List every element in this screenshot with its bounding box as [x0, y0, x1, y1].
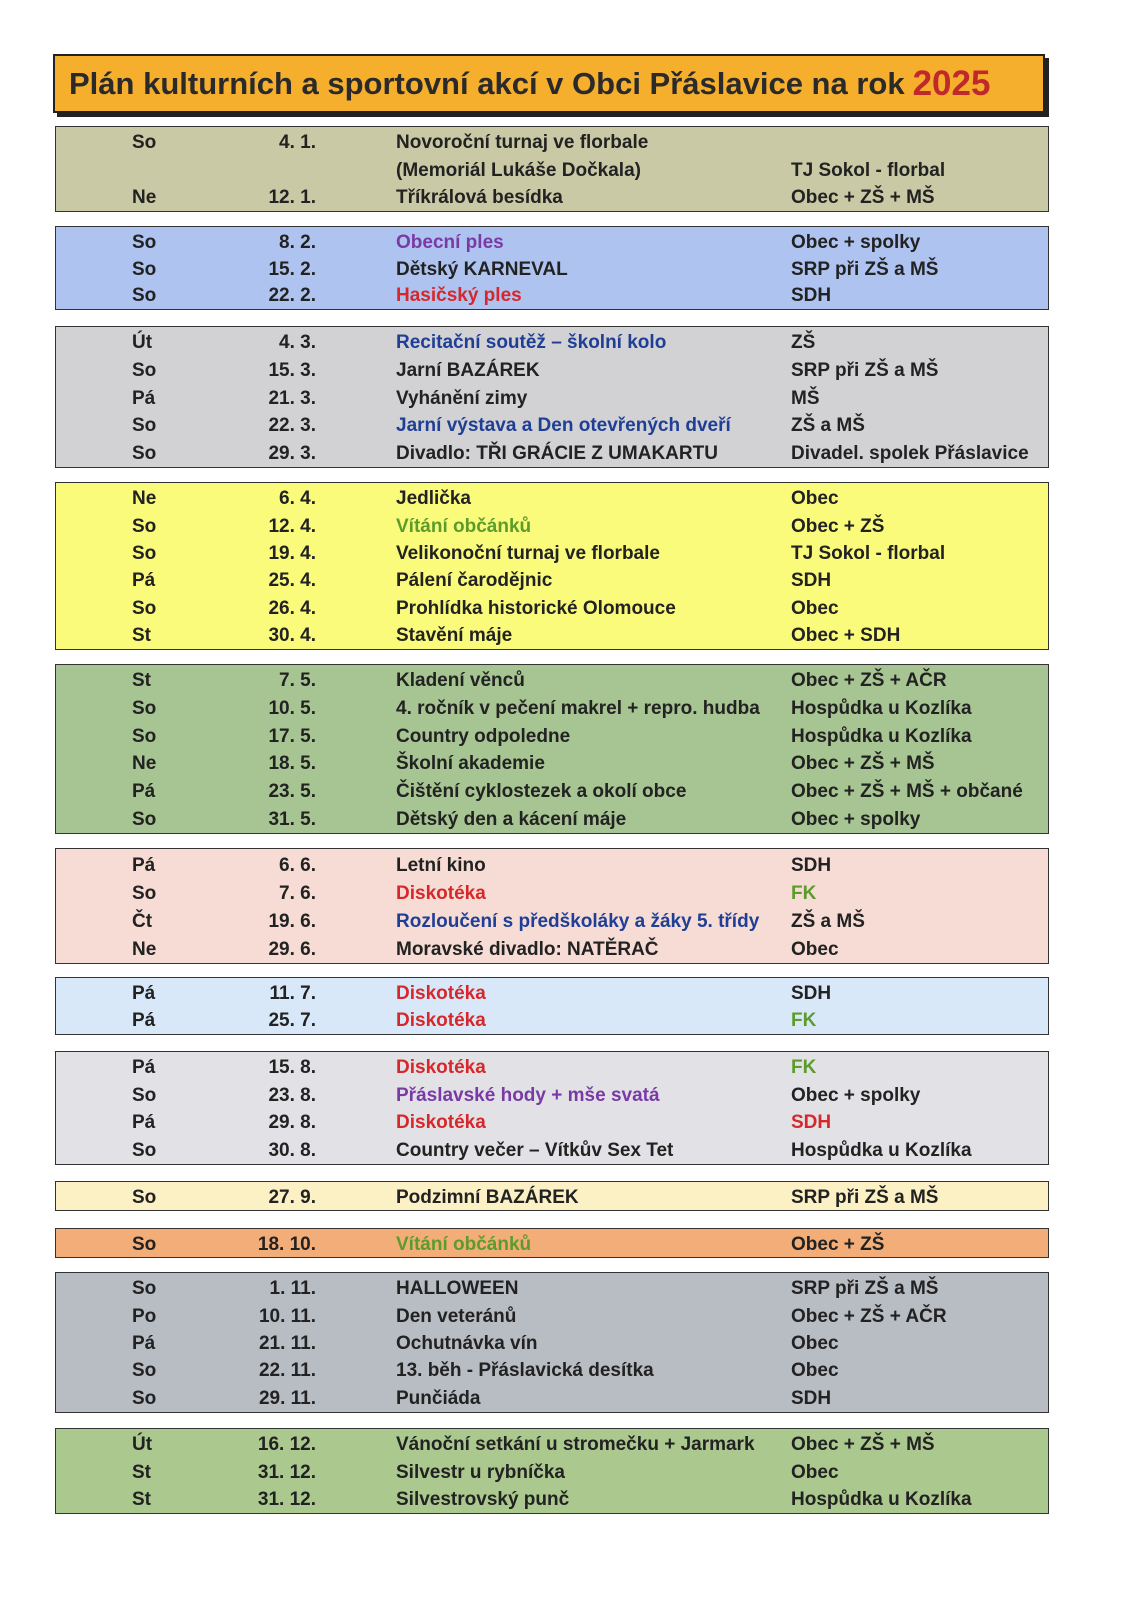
- event-cell: Pálení čarodějnic: [396, 570, 553, 592]
- date-cell: 31. 5.: [268, 808, 316, 830]
- event-cell: Diskotéka: [396, 1010, 486, 1031]
- date-cell: 17. 5.: [268, 725, 316, 747]
- organizer-cell: ZŠ a MŠ: [791, 910, 865, 932]
- month-block: [55, 226, 1049, 310]
- event-row: [56, 778, 1048, 805]
- event-row: [56, 157, 1048, 184]
- organizer-cell: Obec + spolky: [791, 231, 921, 253]
- day-cell: So: [132, 285, 157, 307]
- organizer-cell: Obec + ZŠ + AČR: [791, 670, 947, 692]
- day-cell: So: [132, 231, 157, 253]
- month-block: [55, 326, 1049, 468]
- event-row: [56, 852, 1048, 879]
- date-cell: 22. 2.: [268, 285, 316, 307]
- date-cell: 10. 5.: [268, 698, 316, 719]
- organizer-cell: SRP při ZŠ a MŠ: [791, 1186, 939, 1208]
- event-cell: Čištění cyklostezek a okolí obce: [396, 781, 687, 802]
- day-cell: So: [132, 725, 157, 747]
- organizer-cell: Obec: [791, 1333, 839, 1354]
- event-cell: Jarní výstava a Den otevřených dveří: [396, 415, 731, 437]
- date-cell: 23. 8.: [268, 1084, 316, 1106]
- day-cell: So: [132, 415, 157, 437]
- event-row: [56, 229, 1048, 256]
- day-cell: So: [132, 258, 157, 280]
- event-cell: Country večer – Vítkův Sex Tet: [396, 1139, 674, 1161]
- event-row: [56, 1303, 1048, 1330]
- month-block: [55, 1051, 1049, 1165]
- date-cell: 23. 5.: [268, 781, 316, 802]
- organizer-cell: Obec + SDH: [791, 624, 901, 646]
- event-cell: 4. ročník v pečení makrel + repro. hudba: [396, 698, 760, 719]
- day-cell: So: [132, 132, 157, 154]
- organizer-cell: TJ Sokol - florbal: [791, 542, 946, 564]
- day-cell: Čt: [132, 910, 153, 932]
- organizer-cell: Obec: [791, 1360, 839, 1382]
- date-cell: 27. 9.: [268, 1186, 316, 1208]
- event-row: [56, 695, 1048, 722]
- organizer-cell: ZŠ: [791, 332, 816, 354]
- organizer-cell: SDH: [791, 1112, 832, 1134]
- event-row: [56, 513, 1048, 540]
- organizer-cell: Hospůdka u Kozlíka: [791, 1488, 972, 1510]
- event-cell: Punčiáda: [396, 1387, 481, 1409]
- date-cell: 8. 2.: [279, 231, 316, 253]
- event-cell: Divadlo: TŘI GRÁCIE Z UMAKARTU: [396, 442, 718, 464]
- event-cell: Rozloučení s předškoláky a žáky 5. třídy: [396, 910, 760, 932]
- date-cell: 19. 4.: [268, 542, 316, 564]
- event-cell: Diskotéka: [396, 1112, 486, 1134]
- date-cell: 19. 6.: [268, 910, 316, 932]
- event-cell: Silvestr u rybníčka: [396, 1461, 565, 1483]
- event-row: [56, 595, 1048, 622]
- organizer-cell: SDH: [791, 285, 832, 307]
- day-cell: Ne: [132, 753, 157, 775]
- organizer-cell: MŠ: [791, 387, 820, 409]
- month-block: [55, 1228, 1049, 1258]
- day-cell: So: [132, 1084, 157, 1106]
- date-cell: 18. 5.: [268, 753, 316, 775]
- event-row: [56, 667, 1048, 694]
- event-cell: Recitační soutěž – školní kolo: [396, 332, 667, 354]
- day-cell: St: [132, 670, 151, 692]
- day-cell: Pá: [132, 983, 156, 1004]
- date-cell: 11. 7.: [269, 983, 316, 1004]
- organizer-cell: SRP při ZŠ a MŠ: [791, 258, 939, 280]
- day-cell: So: [132, 1278, 157, 1300]
- event-cell: Moravské divadlo: NATĚRAČ: [396, 938, 659, 960]
- event-cell: Silvestrovský punč: [396, 1488, 570, 1510]
- date-cell: 30. 4.: [268, 624, 316, 646]
- event-row: [56, 282, 1048, 309]
- event-cell: Vítání občánků: [396, 1233, 532, 1255]
- month-block: [55, 664, 1049, 834]
- event-row: [56, 357, 1048, 384]
- day-cell: Pá: [132, 854, 156, 876]
- event-cell: Vyhánění zimy: [396, 387, 528, 409]
- event-row: [56, 1275, 1048, 1302]
- date-cell: 25. 4.: [268, 570, 316, 592]
- event-cell: Stavění máje: [396, 624, 513, 646]
- organizer-cell: Obec: [791, 488, 839, 510]
- event-row: [56, 880, 1048, 907]
- day-cell: St: [132, 624, 151, 646]
- event-cell: Diskotéka: [396, 1057, 486, 1079]
- organizer-cell: Obec + ZŠ + MŠ: [791, 1434, 935, 1456]
- organizer-cell: Obec: [791, 1461, 839, 1483]
- event-cell: Den veteránů: [396, 1305, 517, 1327]
- day-cell: Pá: [132, 1112, 156, 1134]
- event-cell: Velikonoční turnaj ve florbale: [396, 542, 660, 564]
- date-cell: 15. 2.: [268, 258, 316, 280]
- event-cell: Školní akademie: [396, 753, 545, 775]
- day-cell: Pá: [132, 387, 156, 409]
- date-cell: 7. 5.: [279, 670, 316, 692]
- month-block: [55, 1428, 1049, 1514]
- event-row: [56, 1486, 1048, 1513]
- event-row: [56, 485, 1048, 512]
- event-cell: Letní kino: [396, 854, 486, 876]
- organizer-cell: SDH: [791, 983, 832, 1004]
- date-cell: 30. 8.: [268, 1139, 316, 1161]
- date-cell: 12. 1.: [268, 186, 316, 208]
- date-cell: 31. 12.: [257, 1488, 316, 1510]
- event-row: [56, 1007, 1048, 1034]
- event-cell: Vítání občánků: [396, 515, 532, 537]
- day-cell: Pá: [132, 570, 156, 592]
- event-row: [56, 750, 1048, 777]
- event-row: [56, 1357, 1048, 1384]
- organizer-cell: Hospůdka u Kozlíka: [791, 725, 972, 747]
- date-cell: 16. 12.: [257, 1434, 316, 1456]
- day-cell: So: [132, 597, 157, 619]
- event-row: [56, 440, 1048, 467]
- date-cell: 29. 11.: [258, 1387, 316, 1409]
- page-title: [53, 54, 1045, 113]
- organizer-cell: Obec + spolky: [791, 808, 921, 830]
- organizer-cell: FK: [791, 1010, 817, 1031]
- day-cell: So: [132, 698, 157, 719]
- day-cell: Pá: [132, 1333, 156, 1354]
- event-row: [56, 936, 1048, 963]
- date-cell: 26. 4.: [268, 597, 316, 619]
- date-cell: 18. 10.: [257, 1233, 316, 1255]
- date-cell: 1. 11.: [269, 1278, 316, 1300]
- organizer-cell: Obec + ZŠ + AČR: [791, 1305, 947, 1327]
- date-cell: 21. 11.: [258, 1333, 316, 1354]
- month-block: [55, 848, 1049, 964]
- organizer-cell: SDH: [791, 854, 832, 876]
- event-row: [56, 1109, 1048, 1136]
- day-cell: So: [132, 1360, 157, 1382]
- event-row: [56, 1330, 1048, 1357]
- event-cell: Tříkrálová besídka: [396, 186, 563, 208]
- date-cell: 29. 8.: [268, 1112, 316, 1134]
- event-row: [56, 1082, 1048, 1109]
- day-cell: So: [132, 808, 157, 830]
- event-cell: Obecní ples: [396, 231, 504, 253]
- organizer-cell: Obec + ZŠ + MŠ: [791, 186, 935, 208]
- organizer-cell: SDH: [791, 1387, 832, 1409]
- event-row: [56, 980, 1048, 1007]
- day-cell: So: [132, 442, 157, 464]
- event-row: [56, 1184, 1048, 1211]
- day-cell: So: [132, 882, 157, 904]
- day-cell: So: [132, 1186, 157, 1208]
- date-cell: 10. 11.: [258, 1305, 316, 1327]
- organizer-cell: SRP při ZŠ a MŠ: [791, 1278, 939, 1300]
- day-cell: Ne: [132, 488, 157, 510]
- title-year: 2025: [912, 63, 991, 103]
- organizer-cell: Obec + spolky: [791, 1084, 921, 1106]
- event-row: [56, 723, 1048, 750]
- event-row: [56, 385, 1048, 412]
- organizer-cell: SDH: [791, 570, 832, 592]
- organizer-cell: Hospůdka u Kozlíka: [791, 698, 972, 719]
- day-cell: So: [132, 1139, 157, 1161]
- day-cell: St: [132, 1488, 151, 1510]
- month-block: [55, 126, 1049, 212]
- event-cell: Country odpoledne: [396, 725, 571, 747]
- organizer-cell: ZŠ a MŠ: [791, 415, 865, 437]
- day-cell: Po: [132, 1305, 157, 1327]
- event-cell: Ochutnávka vín: [396, 1333, 538, 1354]
- event-row: [56, 1137, 1048, 1164]
- event-cell: 13. běh - Přáslavická desítka: [396, 1360, 654, 1382]
- date-cell: 4. 3.: [279, 332, 316, 354]
- month-block: [55, 482, 1049, 650]
- date-cell: 12. 4.: [268, 515, 316, 537]
- event-cell: Přáslavské hody + mše svatá: [396, 1084, 660, 1106]
- event-cell: Prohlídka historické Olomouce: [396, 597, 676, 619]
- event-row: [56, 129, 1048, 156]
- day-cell: So: [132, 542, 157, 564]
- event-cell: Kladení věnců: [396, 670, 525, 692]
- event-cell: Dětský KARNEVAL: [396, 258, 568, 280]
- date-cell: 22. 3.: [268, 415, 316, 437]
- event-row: [56, 1231, 1048, 1258]
- date-cell: 21. 3.: [268, 387, 316, 409]
- date-cell: 29. 6.: [268, 938, 316, 960]
- organizer-cell: FK: [791, 882, 817, 904]
- event-row: [56, 184, 1048, 211]
- organizer-cell: Obec + ZŠ: [791, 1233, 885, 1255]
- date-cell: 25. 7.: [268, 1010, 316, 1031]
- event-row: [56, 412, 1048, 439]
- date-cell: 22. 11.: [258, 1360, 316, 1382]
- event-row: [56, 1431, 1048, 1458]
- event-row: [56, 567, 1048, 594]
- event-cell: (Memoriál Lukáše Dočkala): [396, 159, 641, 181]
- event-cell: Hasičský ples: [396, 285, 522, 307]
- day-cell: Pá: [132, 1010, 156, 1031]
- event-row: [56, 329, 1048, 356]
- event-cell: Jarní BAZÁREK: [396, 359, 540, 381]
- title-text: Plán kulturních a sportovní akcí v Obci Přáslavice na rok: [69, 65, 905, 101]
- event-row: [56, 256, 1048, 283]
- day-cell: So: [132, 1233, 157, 1255]
- organizer-cell: TJ Sokol - florbal: [791, 159, 946, 181]
- organizer-cell: Obec + ZŠ + MŠ + občané: [791, 781, 1023, 802]
- day-cell: Út: [132, 332, 153, 354]
- event-row: [56, 908, 1048, 935]
- event-row: [56, 1054, 1048, 1081]
- event-row: [56, 622, 1048, 649]
- date-cell: 15. 3.: [268, 359, 316, 381]
- event-row: [56, 1459, 1048, 1486]
- organizer-cell: Divadel. spolek Přáslavice: [791, 442, 1029, 464]
- day-cell: So: [132, 515, 157, 537]
- day-cell: Ne: [132, 186, 157, 208]
- event-cell: Jedlička: [396, 488, 471, 510]
- organizer-cell: Hospůdka u Kozlíka: [791, 1139, 972, 1161]
- organizer-cell: FK: [791, 1057, 817, 1079]
- day-cell: Pá: [132, 1057, 156, 1079]
- date-cell: 7. 6.: [279, 882, 316, 904]
- event-cell: Vánoční setkání u stromečku + Jarmark: [396, 1434, 755, 1456]
- date-cell: 6. 6.: [279, 854, 316, 876]
- event-cell: Diskotéka: [396, 983, 486, 1004]
- date-cell: 31. 12.: [257, 1461, 316, 1483]
- organizer-cell: Obec: [791, 938, 839, 960]
- day-cell: Ne: [132, 938, 157, 960]
- day-cell: Pá: [132, 781, 156, 802]
- organizer-cell: Obec: [791, 597, 839, 619]
- event-cell: Podzimní BAZÁREK: [396, 1186, 579, 1208]
- event-cell: Novoroční turnaj ve florbale: [396, 132, 649, 154]
- date-cell: 4. 1.: [279, 132, 316, 154]
- event-cell: HALLOWEEN: [396, 1278, 519, 1300]
- date-cell: 29. 3.: [268, 442, 316, 464]
- month-block: [55, 1181, 1049, 1211]
- event-cell: Dětský den a kácení máje: [396, 808, 627, 830]
- organizer-cell: Obec + ZŠ + MŠ: [791, 753, 935, 775]
- event-cell: Diskotéka: [396, 882, 486, 904]
- event-row: [56, 1385, 1048, 1412]
- month-block: [55, 1272, 1049, 1413]
- day-cell: So: [132, 1387, 157, 1409]
- event-row: [56, 806, 1048, 833]
- organizer-cell: Obec + ZŠ: [791, 515, 885, 537]
- date-cell: 15. 8.: [268, 1057, 316, 1079]
- day-cell: Út: [132, 1434, 153, 1456]
- event-row: [56, 540, 1048, 567]
- date-cell: 6. 4.: [279, 488, 316, 510]
- day-cell: So: [132, 359, 157, 381]
- organizer-cell: SRP při ZŠ a MŠ: [791, 359, 939, 381]
- day-cell: St: [132, 1461, 151, 1483]
- month-block: [55, 977, 1049, 1035]
